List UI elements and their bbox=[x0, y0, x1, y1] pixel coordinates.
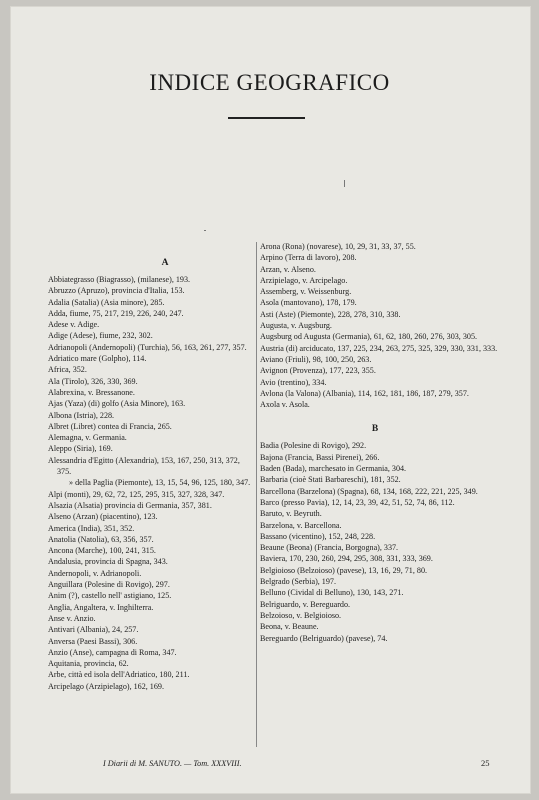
index-entry: Andalusia, provincia di Spagna, 343. bbox=[48, 557, 168, 567]
index-entry: Albona (Istria), 228. bbox=[48, 410, 115, 420]
index-entry: Aquitania, provincia, 62. bbox=[48, 659, 129, 669]
right-column bbox=[260, 241, 500, 644]
index-entry: » della Paglia (Piemonte), 13, 15, 54, 96, 125, 180, 347. bbox=[69, 478, 251, 488]
index-entry: Anversa (Paesi Bassi), 306. bbox=[48, 636, 138, 646]
index-entry: Beaune (Beona) (Francia, Borgogna), 337. bbox=[260, 543, 399, 553]
index-entry: Bajona (Francia, Bassi Pirenei), 266. bbox=[260, 452, 380, 462]
index-entry: Arzan, v. Alseno. bbox=[260, 264, 316, 274]
index-entry: Anzio (Anse), campagna di Roma, 347. bbox=[48, 647, 177, 657]
left-column bbox=[48, 252, 252, 692]
right-entries-a-list bbox=[260, 241, 500, 410]
index-entry: Adalia (Satalia) (Asia minore), 285. bbox=[48, 297, 165, 307]
index-entry: Alessandria d'Egitto (Alexandria), 153, 167, 250, 313, 372, 375. bbox=[48, 455, 240, 477]
index-entry: Aleppo (Siria), 169. bbox=[48, 444, 113, 454]
index-entry: Baden (Bada), marchesato in Germania, 304. bbox=[260, 464, 407, 474]
index-entry: Adriatico mare (Golpho), 114. bbox=[48, 354, 147, 364]
index-entry: Arzipielago, v. Arcipelago. bbox=[260, 275, 348, 285]
index-entry: Alseno (Arzan) (piacentino), 123. bbox=[48, 512, 158, 522]
index-entry: Adige (Adese), fiume, 232, 302. bbox=[48, 331, 153, 341]
index-entry: Barbaria (cioè Stati Barbareschi), 181, 352. bbox=[260, 475, 401, 485]
index-entry: Alsazia (Alsatia) provincia di Germania, 357, 381. bbox=[48, 500, 212, 510]
index-entry: Anse v. Anzio. bbox=[48, 613, 96, 623]
index-entry: Barzelona, v. Barcellona. bbox=[260, 520, 342, 530]
index-entry: Asola (mantovano), 178, 179. bbox=[260, 298, 357, 308]
index-entry: Barco (presso Pavia), 12, 14, 23, 39, 42, 51, 52, 74, 86, 112. bbox=[260, 497, 455, 507]
index-entry: Arona (Rona) (novarese), 10, 29, 31, 33, 37, 55. bbox=[260, 242, 416, 251]
index-entry: Abbiategrasso (Biagrasso), (milanese), 193. bbox=[48, 275, 191, 284]
index-entry: Asti (Aste) (Piemonte), 228, 278, 310, 338. bbox=[260, 309, 401, 319]
right-entries-b-list bbox=[260, 440, 500, 643]
index-entry: Beona, v. Beaune. bbox=[260, 622, 319, 632]
index-entry: Baviera, 170, 230, 260, 294, 295, 308, 331, 333, 369. bbox=[260, 554, 433, 564]
index-entry: Assemberg, v. Weissenburg. bbox=[260, 287, 352, 297]
index-entry: Africa, 352. bbox=[48, 365, 87, 375]
index-entry: Austria (di) arciducato, 137, 225, 234, 263, 275, 325, 329, 330, 331, 333. bbox=[260, 343, 498, 353]
index-entry: Ancona (Marche), 100, 241, 315. bbox=[48, 546, 156, 556]
index-entry: Ajas (Yaza) (di) golfo (Asia Minore), 163. bbox=[48, 399, 186, 409]
index-entry: Barcellona (Barzelona) (Spagna), 68, 134, 168, 222, 221, 225, 349. bbox=[260, 486, 478, 496]
index-entry: Belriguardo, v. Bereguardo. bbox=[260, 599, 351, 609]
index-entry: Belgrado (Serbia), 197. bbox=[260, 577, 336, 587]
section-heading-b: B bbox=[371, 424, 379, 435]
index-entry: Belluno (Cividal di Belluno), 130, 143, 271. bbox=[260, 588, 404, 598]
index-entry: Arpino (Terra di lavoro), 208. bbox=[260, 253, 357, 263]
index-entry: Axola v. Asola. bbox=[260, 400, 310, 410]
index-entry: Adda, fiume, 75, 217, 219, 226, 240, 247. bbox=[48, 308, 184, 318]
index-entry: Anim (?), castello nell' astigiano, 125. bbox=[48, 591, 172, 601]
left-entries-list bbox=[48, 274, 252, 692]
index-entry: Anatolia (Natolia), 63, 356, 357. bbox=[48, 534, 154, 544]
section-heading-a: A bbox=[161, 258, 169, 268]
index-entry: Augsburg od Augusta (Germania), 61, 62, 180, 260, 276, 303, 305. bbox=[260, 332, 478, 342]
index-entry: Abruzzo (Apruzo), provincia d'Italia, 153. bbox=[48, 286, 185, 296]
scan-speck bbox=[344, 180, 345, 187]
index-entry: Avignon (Provenza), 177, 223, 355. bbox=[260, 366, 376, 376]
index-entry: Bereguardo (Belriguardo) (pavese), 74. bbox=[260, 633, 388, 643]
index-entry: Alemagna, v. Germania. bbox=[48, 433, 127, 443]
index-entry: Anguillara (Polesine di Rovigo), 297. bbox=[48, 580, 170, 590]
index-entry: Adrianopoli (Andernopoli) (Turchia), 56, 163, 261, 277, 357. bbox=[48, 342, 247, 352]
index-entry: Andernopoli, v. Adrianopoli. bbox=[48, 568, 142, 578]
title-rule bbox=[228, 117, 305, 119]
index-entry: Arbe, città ed isola dell'Adriatico, 180, 211. bbox=[48, 670, 190, 680]
index-entry: Avio (trentino), 334. bbox=[260, 377, 327, 387]
index-entry: Ala (Tirolo), 326, 330, 369. bbox=[48, 376, 138, 386]
index-entry: Albret (Libret) contea di Francia, 265. bbox=[48, 421, 172, 431]
index-entry: Adese v. Adige. bbox=[48, 320, 100, 330]
index-entry: Avlona (la Valona) (Albania), 114, 162, 181, 186, 187, 279, 357. bbox=[260, 388, 469, 398]
index-entry: Belzoioso, v. Belgioioso. bbox=[260, 610, 342, 620]
index-entry: Alpi (monti), 29, 62, 72, 125, 295, 315, 327, 328, 347. bbox=[48, 489, 225, 499]
index-entry: Bassano (vicentino), 152, 248, 228. bbox=[260, 531, 376, 541]
column-divider bbox=[256, 242, 257, 747]
index-entry: Alabrexina, v. Bressanone. bbox=[48, 387, 135, 397]
index-entry: America (India), 351, 352. bbox=[48, 523, 135, 533]
index-entry: Badia (Polesine di Rovigo), 292. bbox=[260, 441, 367, 451]
scan-speck bbox=[204, 230, 206, 231]
index-entry: Belgioioso (Belzoioso) (pavese), 13, 16, 29, 71, 80. bbox=[260, 565, 428, 575]
running-footer: I Diarii di M. SANUTO. — Tom. XXXVIII. bbox=[103, 759, 242, 768]
index-entry: Antivari (Albania), 24, 257. bbox=[48, 625, 139, 635]
page-title: INDICE GEOGRAFICO bbox=[149, 70, 390, 95]
index-entry: Anglia, Angaltera, v. Inghilterra. bbox=[48, 602, 154, 612]
index-entry: Augusta, v. Augsburg. bbox=[260, 321, 332, 331]
index-entry: Aviano (Friuli), 98, 100, 250, 263. bbox=[260, 354, 372, 364]
page-number: 25 bbox=[481, 758, 490, 768]
index-entry: Baruto, v. Beyruth. bbox=[260, 509, 322, 519]
index-entry: Arcipelago (Arzipielago), 162, 169. bbox=[48, 681, 164, 691]
